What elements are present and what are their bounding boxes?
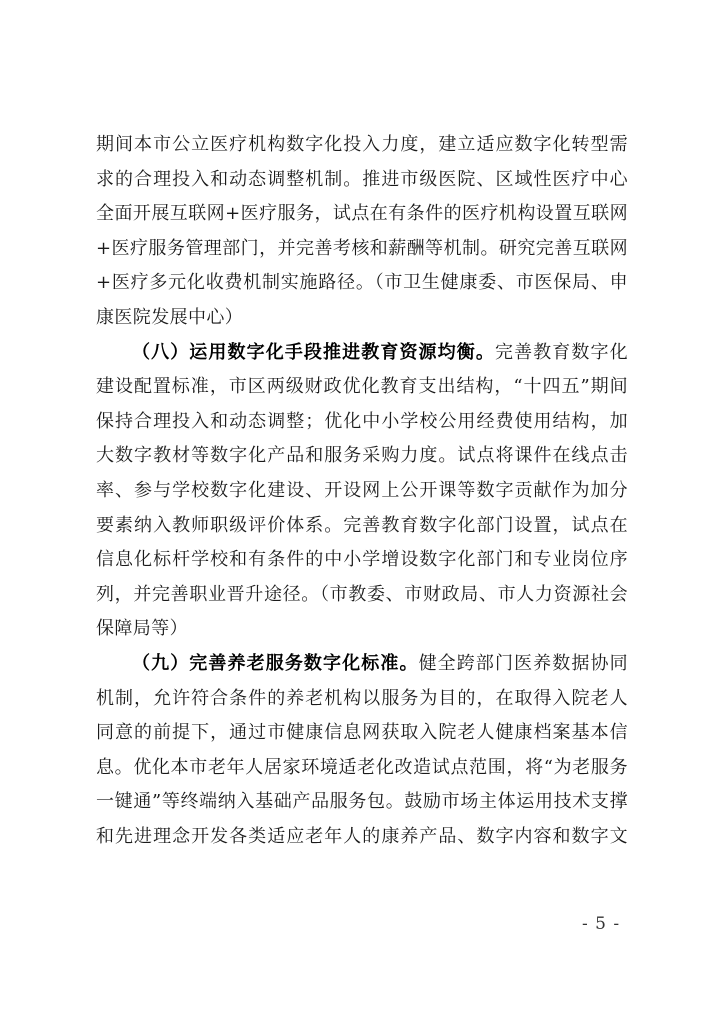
text-line: 和先进理念开发各类适应老年人的康养产品、数字内容和数字文 xyxy=(96,825,628,847)
text-line: 要素纳入教师职级评价体系。完善教育数字化部门设置，试点在 xyxy=(96,514,628,536)
text-line: 保障局等） xyxy=(96,618,188,640)
text-line: 建设配置标准，市区两级财政优化教育支出结构，“十四五”期间 xyxy=(96,376,628,398)
text-segment: 完善教育数字化 xyxy=(494,341,628,363)
text-line: 康医院发展中心） xyxy=(96,306,244,328)
text-line: +医疗服务管理部门，并完善考核和薪酬等机制。研究完善互联网 xyxy=(96,237,628,259)
text-line: 同意的前提下，通过市健康信息网获取入院老人健康档案基本信 xyxy=(96,722,628,744)
page-number: - 5 - xyxy=(582,914,621,934)
body-text xyxy=(96,128,628,854)
text-line: 机制，允许符合条件的养老机构以服务为目的，在取得入院老人 xyxy=(96,687,628,709)
paragraph-first-line xyxy=(96,336,628,371)
text-line: 大数字教材等数字化产品和服务采购力度。试点将课件在线点击 xyxy=(96,445,628,467)
text-line: 保持合理投入和动态调整；优化中小学校公用经费使用结构，加 xyxy=(96,410,628,432)
text-line: 列，并完善职业晋升途径。（市教委、市财政局、市人力资源社会 xyxy=(96,583,628,605)
text-line: 息。优化本市老年人居家环境适老化改造试点范围，将“为老服务 xyxy=(96,756,628,778)
paragraph-first-line xyxy=(96,647,628,682)
text-line: 一键通”等终端纳入基础产品服务包。鼓励市场主体运用技术支撑 xyxy=(96,791,628,813)
section-heading-8: （八）运用数字化手段推进教育资源均衡。 xyxy=(132,341,495,363)
text-segment: 健全跨部门医养数据协同 xyxy=(418,652,628,674)
text-line: 率、参与学校数字化建设、开设网上公开课等数字贡献作为加分 xyxy=(96,479,628,501)
text-line: 全面开展互联网+医疗服务，试点在有条件的医疗机构设置互联网 xyxy=(96,203,628,225)
text-line: 求的合理投入和动态调整机制。推进市级医院、区域性医疗中心 xyxy=(96,168,628,190)
section-heading-9: （九）完善养老服务数字化标准。 xyxy=(132,652,419,674)
text-line: +医疗多元化收费机制实施路径。（市卫生健康委、市医保局、申 xyxy=(96,272,628,294)
text-line: 期间本市公立医疗机构数字化投入力度，建立适应数字化转型需 xyxy=(96,134,628,155)
text-line: 信息化标杆学校和有条件的中小学增设数字化部门和专业岗位序 xyxy=(96,549,628,571)
